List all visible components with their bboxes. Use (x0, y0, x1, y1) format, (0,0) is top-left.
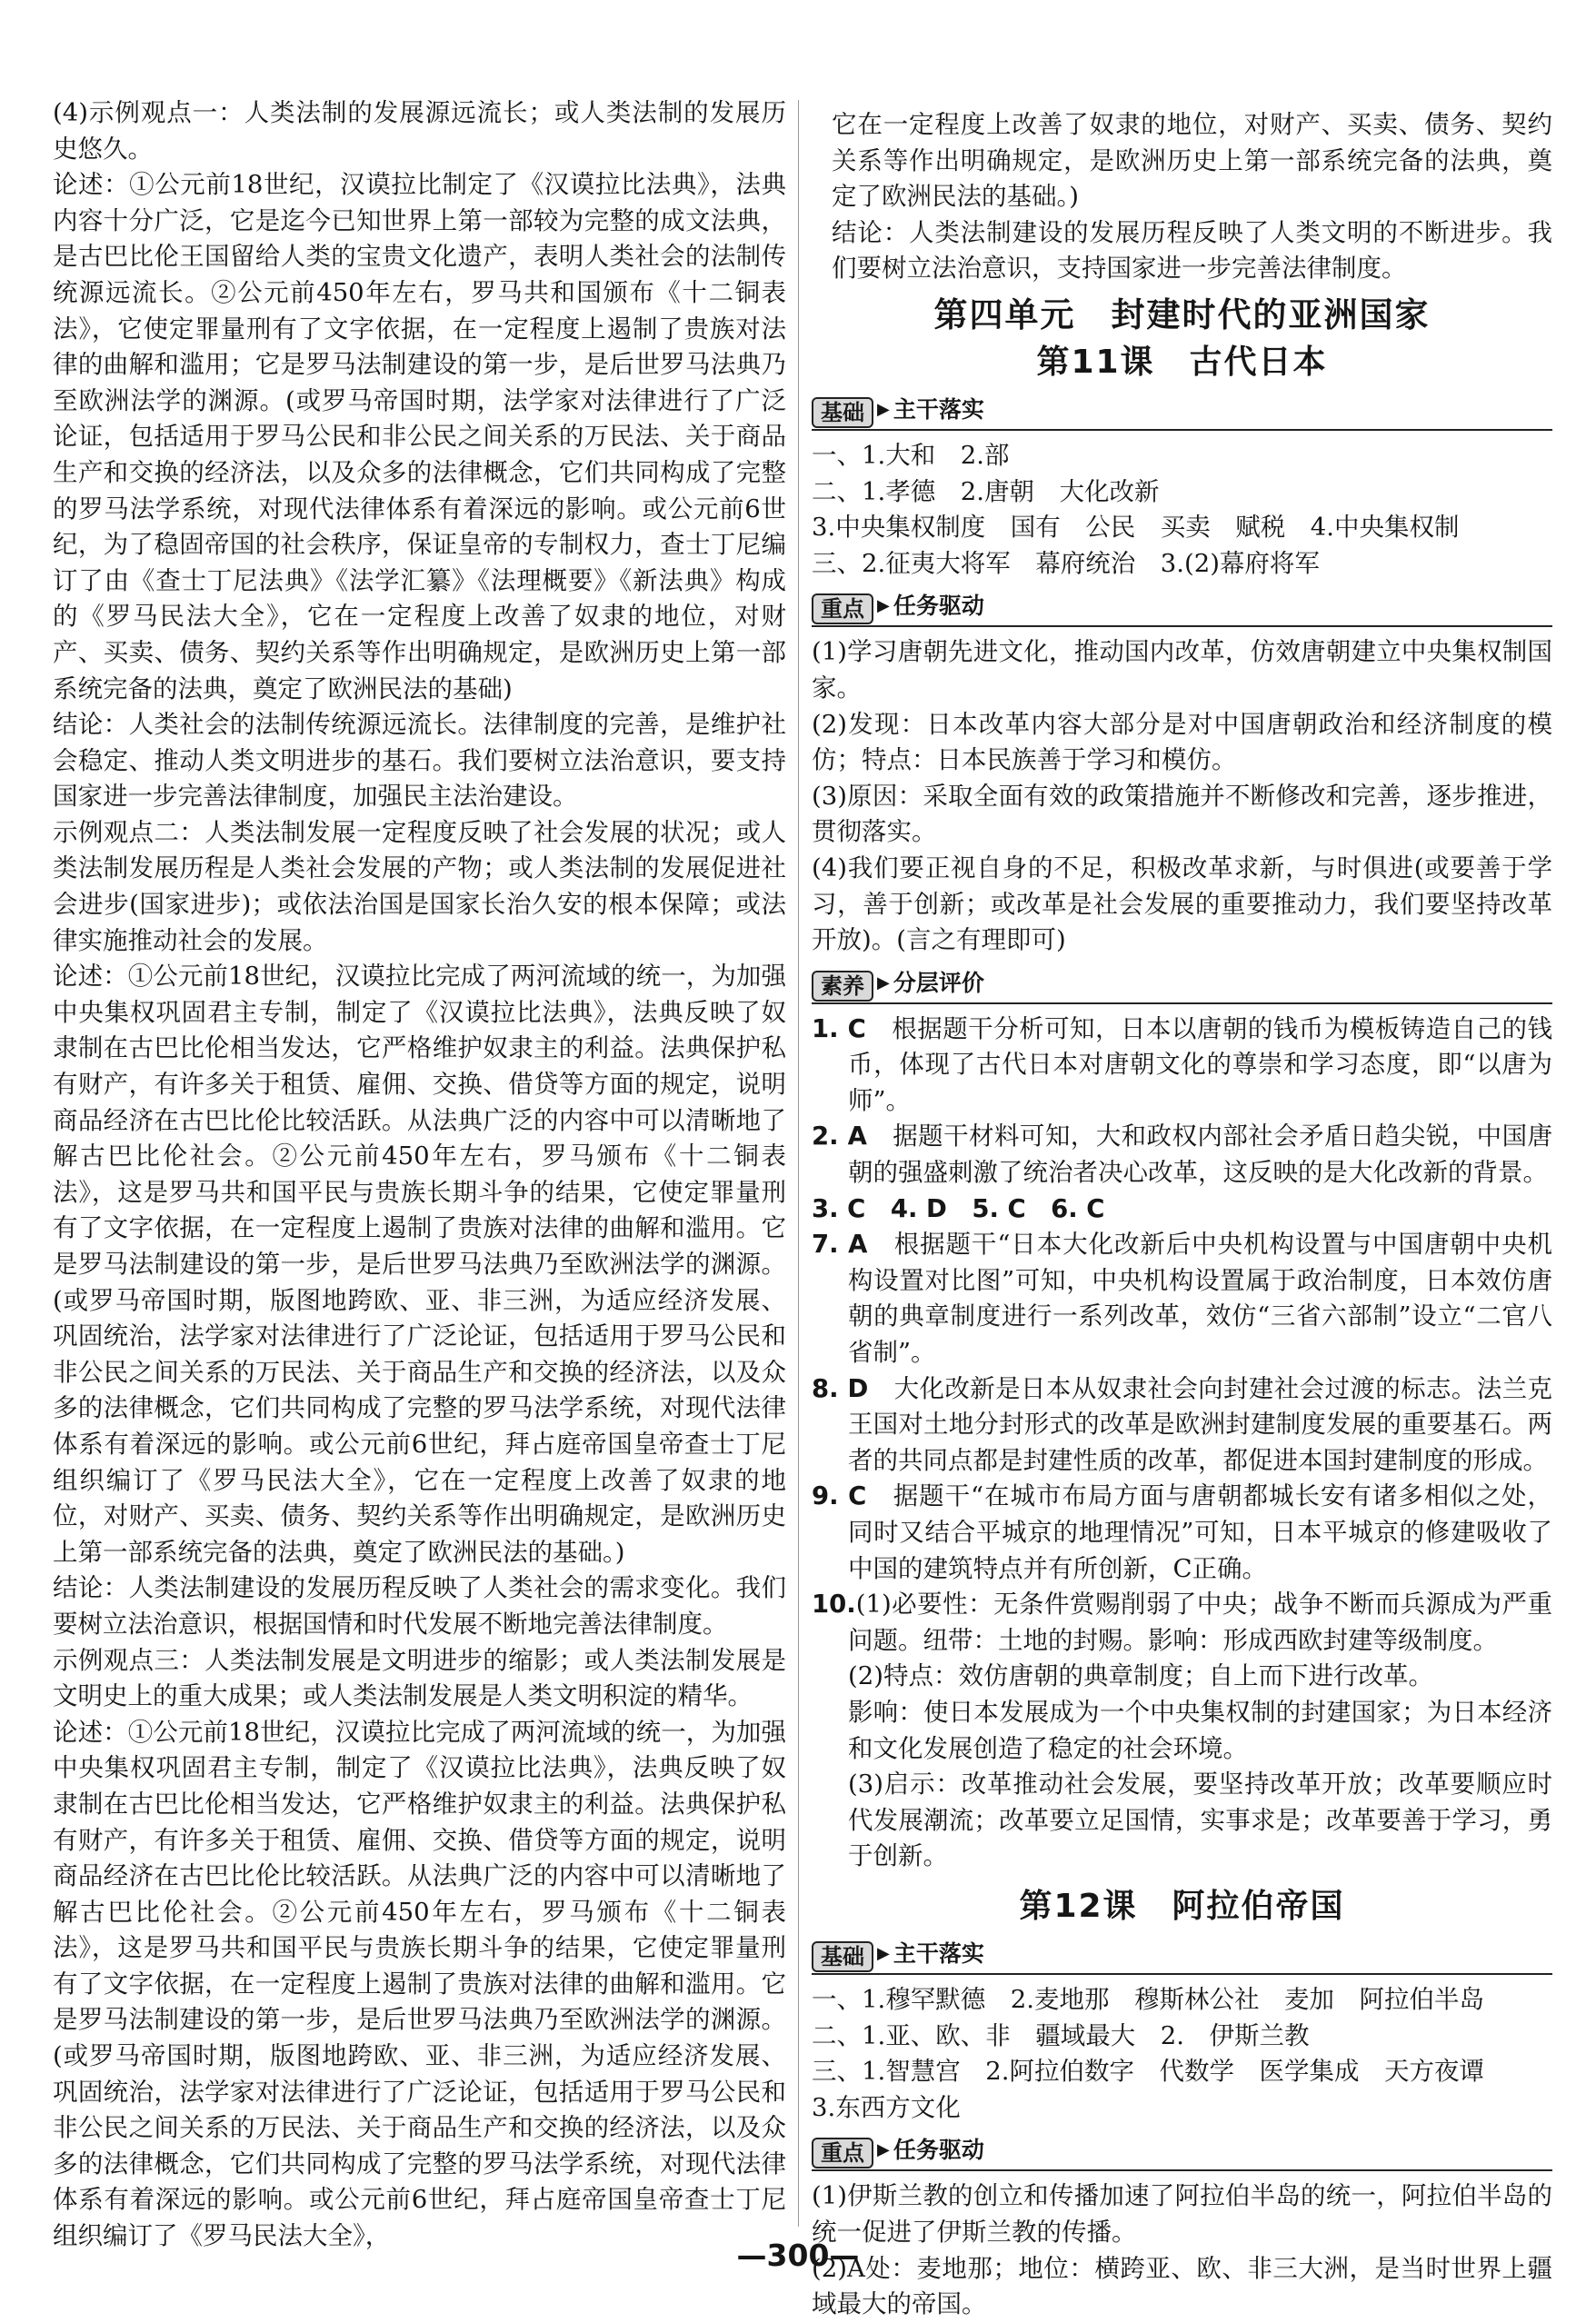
section-tag: 素养 (812, 971, 873, 1002)
answer-key: 9. C (812, 1481, 867, 1511)
arrow-icon: ▶ (877, 399, 890, 419)
answer-key: 3. C 4. D 5. C 6. C (812, 1193, 1105, 1223)
section-subtitle: 任务驱动 (893, 2137, 984, 2164)
question-answer (812, 1191, 1552, 1228)
page-number: —300— (736, 2238, 860, 2273)
paragraph: 结论：人类社会的法制传统源远流长。法律制度的完善，是维护社会稳定、推动人类文明进步的基石。我们要树立法治意识，要支持国家进一步完善法律制度，加强民主法治建设。 (53, 710, 786, 812)
answer-line: 三、2.征夷大将军 幕府统治 3.(2)幕府将军 (812, 548, 1320, 578)
answer-line: (3)原因：采取全面有效的政策措施并不断修改和完善，逐步推进，贯彻落实。 (812, 781, 1552, 847)
answer-line: (2)发现：日本改革内容大部分是对中国唐朝政治和经济制度的模仿；特点：日本民族善于学习和模仿。 (812, 709, 1552, 775)
section-header-suyang (812, 968, 1552, 1004)
section-subtitle: 主干落实 (893, 1939, 984, 1967)
answer-line: (2)A处：麦地那；地位：横跨亚、欧、非三大洲，是当时世界上疆域最大的帝国。 (812, 2253, 1552, 2319)
section-header-jichu (812, 1939, 1552, 1975)
arrow-icon: ▶ (877, 972, 890, 992)
section-tag: 重点 (812, 593, 873, 624)
section-subtitle: 任务驱动 (893, 593, 984, 620)
explanation: 根据题干分析可知，日本以唐朝的钱币为模板铸造自己的钱币，体现了古代日本对唐朝文化的尊崇和学习态度，即“以唐为师”。 (848, 1013, 1553, 1115)
section-rule (812, 625, 1552, 627)
section-rule (812, 429, 1552, 431)
answer-line: (2)特点：效仿唐朝的典章制度；自上而下进行改革。 (848, 1661, 1433, 1691)
lesson-title: 第11课 古代日本 (1036, 343, 1328, 381)
question-answer (812, 1479, 1552, 1587)
paragraph: 示例观点二：人类法制发展一定程度反映了社会发展的状况；或人类法制发展历程是人类社会发展的产物；或人类法制的发展促进社会进步(国家进步)；或依法治国是国家长治久安的根本保障；或法律实施推动社会的发展。 (53, 817, 786, 955)
section-tag: 基础 (812, 1941, 873, 1972)
answer-line: (1)学习唐朝先进文化，推动国内改革，仿效唐朝建立中央集权制国家。 (812, 637, 1552, 703)
answer-line: 3.东西方文化 (812, 2092, 961, 2122)
section-tag: 基础 (812, 397, 873, 428)
answer-line: 一、1.大和 2.部 (812, 440, 1010, 470)
section-rule (812, 1002, 1552, 1004)
answer-line: (4)我们要正视自身的不足，积极改革求新，与时俱进(或要善于学习，善于创新；或改革是社会发展的重要推动力，我们要坚持改革开放)。(言之有理即可) (812, 852, 1552, 955)
answer-line: 一、1.穆罕默德 2.麦地那 穆斯林公社 麦加 阿拉伯半岛 (812, 1984, 1484, 2014)
arrow-icon: ▶ (877, 1943, 890, 1963)
answer-key: 10. (812, 1590, 856, 1620)
section-subtitle: 主干落实 (893, 395, 984, 423)
explanation: (1)必要性：无条件赏赐削弱了中央；战争不断而兵源成为严重问题。纽带：土地的封赐。影响：形成西欧封建等级制度。 (848, 1590, 1552, 1655)
question-answer (812, 1012, 1552, 1120)
section-header-jichu (812, 394, 1552, 431)
paragraph: 论述：①公元前18世纪，汉谟拉比完成了两河流域的统一，为加强中央集权巩固君主专制，制定了《汉谟拉比法典》，法典反映了奴隶制在古巴比伦相当发达，它严格维护奴隶主的利益。法典保护私有财产，有许多关于租赁、雇佣、交换、借贷等方面的规定，说明商品经济在古巴比伦比较活跃。从法典广泛的内容中可以清晰地了解古巴比伦社会。②公元前450年左右，罗马颁布《十二铜表法》，这是罗马共和国平民与贵族长期斗争的结果，它使定罪量刑有了文字依据，在一定程度上遏制了贵族对法律的曲解和滥用。它是罗马法制建设的第一步，是后世罗马法典乃至欧洲法学的渊源。(或罗马帝国时期，版图地跨欧、亚、非三洲，为适应经济发展、巩固统治，法学家对法律进行了广泛论证，包括适用于罗马公民和非公民之间关系的万民法、关于商品生产和交换的经济法，以及众多的法律概念，它们共同构成了完整的罗马法学系统，对现代法律体系有着深远的影响。或公元前6世纪，拜占庭帝国皇帝查士丁尼组织编订了《罗马民法大全》， (53, 1717, 786, 2251)
question-answer (812, 1587, 1552, 1659)
lesson-title: 第12课 阿拉伯帝国 (1019, 1887, 1345, 1925)
paragraph: 示例观点三：人类法制发展是文明进步的缩影；或人类法制发展是文明史上的重大成果；或人类法制发展是人类文明积淀的精华。 (53, 1645, 786, 1711)
left-column (53, 95, 786, 2255)
question-answer (812, 1119, 1552, 1191)
explanation: 据题干材料可知，大和政权内部社会矛盾日趋尖锐，中国唐朝的强盛刺激了统治者决心改革，这反映的是大化改新的背景。 (848, 1122, 1553, 1188)
arrow-icon: ▶ (877, 596, 890, 616)
explanation: 大化改新是日本从奴隶社会向封建社会过渡的标志。法兰克王国对土地分封形式的改革是欧洲封建制度发展的重要基石。两者的共同点都是封建性质的改革，都促进本国封建制度的形成。 (848, 1373, 1553, 1475)
section-tag: 重点 (812, 2138, 873, 2168)
right-column (812, 107, 1552, 2323)
paragraph: (4)示例观点一：人类法制的发展源远流长；或人类法制的发展历史悠久。 (53, 98, 786, 164)
explanation: 据题干“在城市布局方面与唐朝都城长安有诸多相似之处，同时又结合平城京的地理情况”可知，日本平城京的修建吸收了中国的建筑特点并有所创新，C正确。 (848, 1481, 1553, 1583)
unit-title: 第四单元 封建时代的亚洲国家 (933, 294, 1431, 334)
answer-key: 1. C (812, 1013, 866, 1043)
explanation: 根据题干“日本大化改新后中央机构设置与中国唐朝中央机构设置对比图”可知，中央机构设置属于政治制度，日本效仿唐朝的典章制度进行一系列改革，效仿“三省六部制”设立“二官八省制”。 (848, 1230, 1552, 1368)
section-subtitle: 分层评价 (893, 969, 984, 996)
answer-line: (3)启示：改革推动社会发展，要坚持改革开放；改革要顺应时代发展潮流；改革要立足国情，实事求是；改革要善于学习，勇于创新。 (848, 1770, 1552, 1871)
paragraph: 它在一定程度上改善了奴隶的地位，对财产、买卖、债务、契约关系等作出明确规定，是欧洲历史上第一部系统完备的法典，奠定了欧洲民法的基础。) (832, 110, 1552, 212)
answer-line: 三、1.智慧宫 2.阿拉伯数字 代数学 医学集成 天方夜谭 (812, 2057, 1484, 2087)
answer-line: (1)伊斯兰教的创立和传播加速了阿拉伯半岛的统一，阿拉伯半岛的统一促进了伊斯兰教的传播。 (812, 2181, 1552, 2247)
question-answer (812, 1371, 1552, 1480)
answer-line: 二、1.孝德 2.唐朝 大化改新 (812, 476, 1160, 506)
answer-line: 3.中央集权制度 国有 公民 买卖 赋税 4.中央集权制 (812, 513, 1460, 543)
paragraph: 结论：人类法制建设的发展历程反映了人类社会的需求变化。我们要树立法治意识，根据国情和时代发展不断地完善法律制度。 (53, 1573, 786, 1639)
paragraph: 结论：人类法制建设的发展历程反映了人类文明的不断进步。我们要树立法治意识，支持国家进一步完善法律制度。 (832, 217, 1552, 284)
answer-key: 7. A (812, 1230, 868, 1260)
arrow-icon: ▶ (877, 2140, 890, 2160)
answer-line: 影响：使日本发展成为一个中央集权制的封建国家；为日本经济和文化发展创造了稳定的社会环境。 (848, 1697, 1552, 1763)
question-answer (812, 1227, 1552, 1371)
section-header-zhongdian (812, 591, 1552, 627)
answer-key: 2. A (812, 1122, 867, 1152)
paragraph: 论述：①公元前18世纪，汉谟拉比制定了《汉谟拉比法典》，法典内容十分广泛，它是迄今已知世界上第一部较为完整的成文法典，是古巴比伦王国留给人类的宝贵文化遗产，表明人类社会的法制传统源远流长。②公元前450年左右，罗马共和国颁布《十二铜表法》，它使定罪量刑有了文字依据，在一定程度上遏制了贵族对法律的曲解和滥用；它是罗马法制建设的第一步，是后世罗马法典乃至欧洲法学的渊源。(或罗马帝国时期，法学家对法律进行了广泛论证，包括适用于罗马公民和非公民之间关系的万民法、关于商品生产和交换的经济法，以及众多的法律概念，它们共同构成了完整的罗马法学系统，对现代法律体系有着深远的影响。或公元前6世纪，为了稳固帝国的社会秩序，保证皇帝的专制权力，查士丁尼编订了由《查士丁尼法典》《法学汇纂》《法理概要》《新法典》构成的《罗马民法大全》，它在一定程度上改善了奴隶的地位，对财产、买卖、债务、契约关系等作出明确规定，是欧洲历史上第一部系统完备的法典，奠定了欧洲民法的基础) (53, 170, 786, 703)
paragraph: 论述：①公元前18世纪，汉谟拉比完成了两河流域的统一，为加强中央集权巩固君主专制，制定了《汉谟拉比法典》，法典反映了奴隶制在古巴比伦相当发达，它严格维护奴隶主的利益。法典保护私有财产，有许多关于租赁、雇佣、交换、借贷等方面的规定，说明商品经济在古巴比伦比较活跃。从法典广泛的内容中可以清晰地了解古巴比伦社会。②公元前450年左右，罗马颁布《十二铜表法》，这是罗马共和国平民与贵族长期斗争的结果，它使定罪量刑有了文字依据，在一定程度上遏制了贵族对法律的曲解和滥用。它是罗马法制建设的第一步，是后世罗马法典乃至欧洲法学的渊源。(或罗马帝国时期，版图地跨欧、亚、非三洲，为适应经济发展、巩固统治，法学家对法律进行了广泛论证，包括适用于罗马公民和非公民之间关系的万民法、关于商品生产和交换的经济法，以及众多的法律概念，它们共同构成了完整的罗马法学系统，对现代法律体系有着深远的影响。或公元前6世纪，拜占庭帝国皇帝查士丁尼组织编订了《罗马民法大全》，它在一定程度上改善了奴隶的地位，对财产、买卖、债务、契约关系等作出明确规定，是欧洲历史上第一部系统完备的法典，奠定了欧洲民法的基础。) (53, 962, 786, 1567)
answer-key: 8. D (812, 1373, 869, 1403)
answer-line: 二、1.亚、欧、非 疆域最大 2. 伊斯兰教 (812, 2020, 1310, 2050)
column-divider (798, 100, 799, 2227)
section-header-zhongdian (812, 2135, 1552, 2171)
section-rule (812, 1973, 1552, 1975)
section-rule (812, 2169, 1552, 2171)
